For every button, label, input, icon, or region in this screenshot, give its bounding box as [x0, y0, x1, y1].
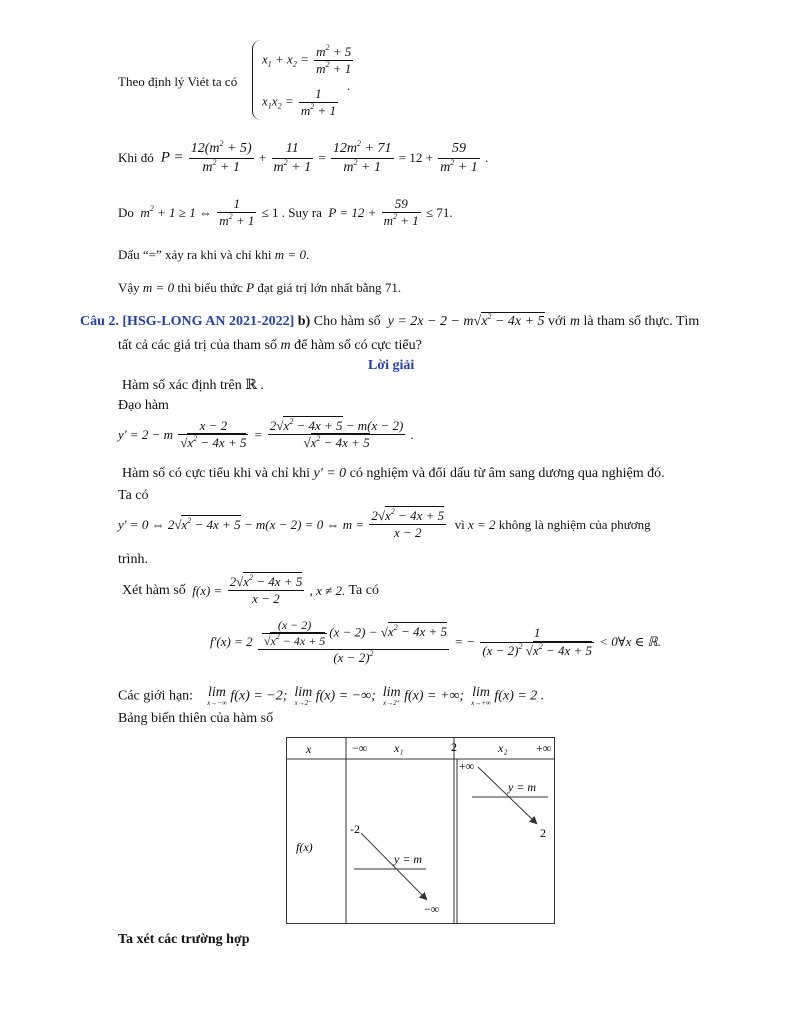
- value-left-bottom: −∞: [424, 902, 440, 916]
- cuc-tieu-line: Hàm số có cực tiểu khi và chỉ khi y' = 0 có nghiệm và đổi dấu từ âm sang dương qua nghiệm đó.: [122, 466, 665, 481]
- variation-table: [286, 737, 556, 925]
- question-part: b): [297, 314, 311, 329]
- header-x1: x₁: [394, 741, 404, 755]
- do-line: Do $m^2 + 1 \ge 1$ ⇔ $\frac{1}{m^2 + 1}$ ≤ 1 . Suy ra P = 12 + $\frac{59}{m^2 + 1}$ ≤ 71.: [118, 196, 453, 229]
- question-line-1: Câu 2. [HSG-LONG AN 2021-2022] b) Cho hàm số $y = 2x - 2 - m√x^2 - 4x + 5$ với m là tham số thực. Tìm: [80, 312, 700, 329]
- viet-system: [252, 40, 261, 120]
- ta-co-label: Ta có: [118, 488, 149, 503]
- table-border: [287, 738, 555, 924]
- derivative-eq: y' = 2 − m $\frac{x - 2}{√x^2 - 4x + 5}$ = $\frac{2√x^2 - 4x + 5 - m(x - 2)}{√x^2 - 4x + 5}$ .: [118, 417, 414, 451]
- domain-line: Hàm số xác định trên ℝ .: [122, 378, 264, 393]
- header-two: 2: [451, 740, 457, 754]
- solution-title: Lời giải: [368, 358, 415, 373]
- value-left-top: -2: [350, 822, 360, 836]
- fprime-eq: f'(x) = 2 $\frac{(x - 2)}{√x^2 - 4x + 5}$ $(x - 2) - √x^2 - 4x + 5$ $(x - 2)^2$ = − $\frac{1}{(x - 2)^2 √x^2 - 4x + 5}$ < 0∀x ∈ ℝ.: [210, 618, 662, 665]
- arrow-decreasing-left: [361, 833, 426, 899]
- khi-do-label: Khi đó: [118, 150, 154, 165]
- label-ym-left: y = m: [394, 852, 423, 866]
- value-right-top: +∞: [459, 759, 475, 773]
- vay-line: Vậy m = 0 thì biểu thức P đạt giá trị lớn nhất bằng 71.: [118, 280, 402, 295]
- question-label: Câu 2. [HSG-LONG AN 2021-2022]: [80, 314, 295, 329]
- viet-line: [118, 38, 237, 122]
- do-label: Do: [118, 204, 134, 220]
- xet-line: Xét hàm số f(x) = $\frac{2√x^2 - 4x + 5}{x - 2}$ , x ≠ 2. Ta có: [122, 573, 379, 607]
- header-pos-inf: +∞: [536, 741, 552, 755]
- viet-product: $x_1x_2$ = $\frac{1}{m^2 + 1}$: [262, 86, 337, 119]
- viet-prefix: Theo định lý Viét ta có: [118, 74, 238, 89]
- suy-ra-label: . Suy ra: [281, 204, 322, 220]
- label-ym-right: y = m: [508, 780, 537, 794]
- viet-sum: $x_1 + x_2$ = $\frac{m^2 + 5}{m^2 + 1}$: [262, 43, 352, 77]
- dao-ham-label: Đạo hàm: [118, 398, 169, 413]
- arrow-decreasing-right: [478, 767, 536, 823]
- value-right-bottom: 2: [540, 826, 546, 840]
- dau-line: Dấu “=” xảy ra khi và chỉ khi m = 0.: [118, 247, 310, 262]
- header-neg-inf: −∞: [352, 741, 368, 755]
- question-line-2: tất cả các giá trị của tham số m để hàm số có cực tiểu?: [118, 338, 422, 353]
- bbt-label: Bảng biến thiên của hàm số: [118, 711, 274, 726]
- limits-line: Các giới hạn: lim x→−∞ f(x) = −2; lim x→2⁻ f(x) = −∞; lim x→2⁺ f(x) = +∞; lim x→+∞ f(x) = 2 .: [118, 685, 545, 707]
- ta-xet-label: Ta xét các trường hợp: [118, 932, 250, 947]
- header-x: x: [306, 742, 312, 756]
- trinh-label: trình.: [118, 552, 148, 567]
- dau-cond: m = 0: [274, 247, 306, 262]
- viet-dot: .: [347, 78, 351, 93]
- row-label-fx: f(x): [296, 840, 313, 854]
- khi-do-line: Khi đó P = $\frac{12(m^2 + 5)}{m^2 + 1}$ + $\frac{11}{m^2 + 1}$ = $\frac{12m^2 + 71}{m^2 + 1}$ = 12 + $\frac{59}{m^2 + 1}$ .: [118, 139, 489, 175]
- critical-eq: y' = 0 ⇔ $2√x^2 - 4x + 5 - m(x - 2) = 0$ ⇔ m = $\frac{2√x^2 - 4x + 5}{x - 2}$ vì x = 2 không là nghiệm của phương: [118, 507, 651, 541]
- header-x2: x₂: [498, 741, 508, 755]
